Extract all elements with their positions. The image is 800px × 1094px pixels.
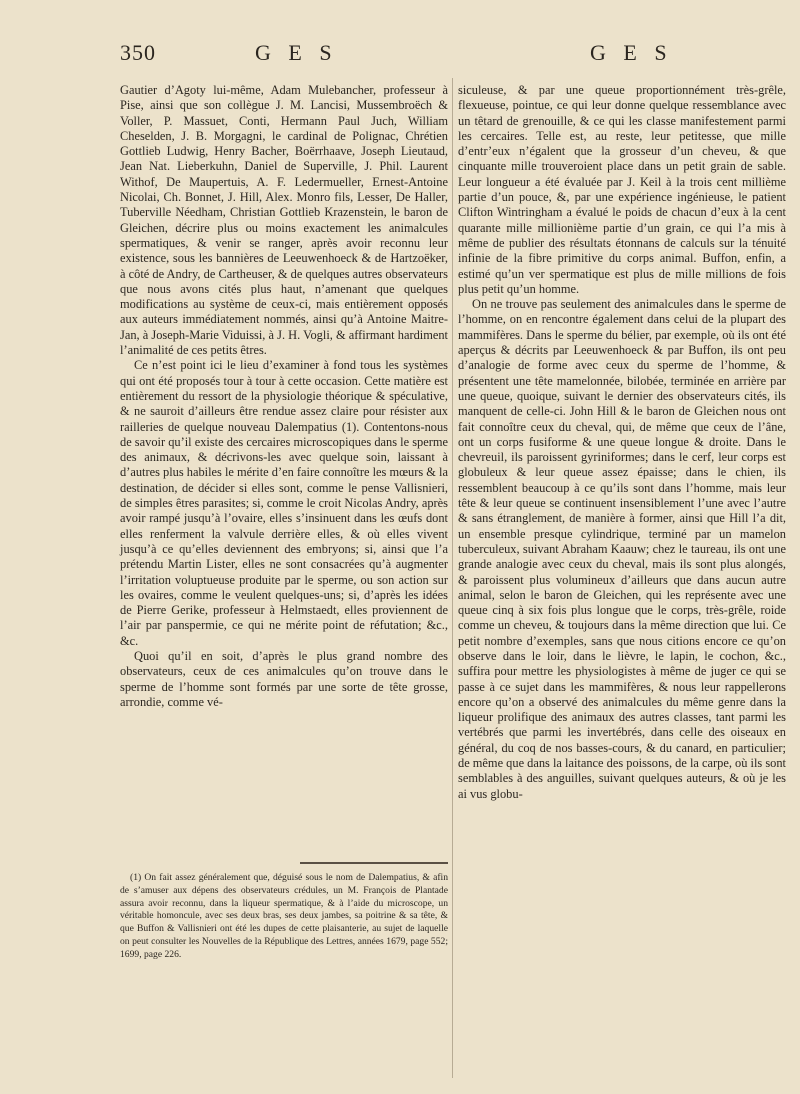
footnote	[120, 872, 448, 962]
page-header	[120, 40, 750, 70]
paragraph: Ce n’est point ici le lieu d’examiner à fond tous les systèmes qui ont été proposés tour à tour à cette occasion. Cette matière est entièrement du ressort de la physiologie théorique & spéculative, & ne sauroit d’ailleurs être rendue assez claire pour résister aux railleries de quelque nouveau Dalempatius (1). Contentons-nous de savoir qu’il existe des cercaires microscopiques dans le sperme des animaux, & décrivons-les avec quelque soin, laissant à d’autres plus habiles le mérite d’en faire connoître les mœurs & la destination, de décider si elles sont, comme le pense Vallisnieri, de simples êtres parasites; si, comme le croit Nicolas Andry, après avoir rampé jusqu’à l’ovaire, elles s’insinuent dans les œufs dont elles renferment la valvule derrière elles, & où elles vivent jusqu’à ce qu’elles deviennent des embryons; si, ainsi que l’a prétendu Martin Lister, elles ne sont consacrées qu’à augmenter l’irritation voluptueuse produite par le sperme, ou son action sur les ovaires, comme le veulent quelques-uns; si, d’après les idées de Pierre Gerike, professeur à Helmstaedt, elles proviennent de l’air par panspermie, ce qui ne mérite point de réfutation; &c., &c.	[120, 358, 448, 648]
page-number: 350	[120, 40, 156, 65]
running-title-right: G E S	[590, 40, 673, 65]
right-column	[458, 83, 786, 802]
paragraph: siculeuse, & par une queue proportionnément très-grêle, flexueuse, pointue, ce qui leur donne quelque ressemblance avec un têtard de grenouille, & ce qui les classe manifestement parmi les cercaires. Telle est, au reste, leur petitesse, que mille d’entr’eux n’égalent que la grosseur d’un cheveu, & que cinquante mille trouveroient place dans un petit grain de sable. Leur longueur a été évaluée par J. Keil à la trois cent millième partie d’un pouce, &, par une expérience ingénieuse, le patient Clifton Wintringham a évalué le poids de chacun d’eux à la cent quarante mille millionième partie d’un grain, ce qui l’a mis à même de publier des résultats étonnans de calculs sur la ténuité infinie de la fibre primitive du corps animal. Buffon, enfin, a estimé qu’un ver spermatique est plus de mille millions de fois plus petit qu’un homme.	[458, 83, 786, 296]
footnote-rule	[300, 862, 448, 864]
running-title-left: G E S	[255, 40, 338, 65]
column-separator	[452, 78, 453, 1078]
footnote-text: (1) On fait assez généralement que, déguisé sous le nom de Dalempatius, & afin de s’amuser aux dépens des observateurs crédules, un M. François de Plantade assura avoir reconnu, dans la liqueur spermatique, & à l’aide du microscope, un véritable homoncule, avec ses deux bras, ses deux jambes, sa poitrine & sa tête, & que Buffon & Vallisnieri ont été les dupes de cette plaisanterie, au sujet de laquelle on peut consulter les Nouvelles de la République des Lettres, années 1679, page 552; 1699, page 226.	[120, 872, 448, 960]
paragraph: Gautier d’Agoty lui-même, Adam Mulebancher, professeur à Pise, ainsi que son collègue J. M. Lancisi, Mussembroëch & Voller, P. Massuet, Conti, Hermann Paul Juch, William Cheselden, J. B. Morgagni, le cardinal de Polignac, Chrétien Gottlieb Ludwig, Henry Bacher, Boërrhaave, Joseph Lieutaud, Jean Nat. Lieberkuhn, Daniel de Superville, J. Phil. Laurent Withof, De Maupertuis, A. F. Ledermueller, Ernest-Antoine Nicolai, Ch. Bonnet, J. Hill, Alex. Monro fils, Lesser, De Haller, Tuberville Néedham, Christian Gottlieb Krazenstein, le baron de Gleichen, décrire plus ou moins exactement les animalcules spermatiques, & venir se ranger, après avoir reconnu leur existence, sous les bannières de Leeuwenhoeck & de Hartzoëker, à côté de Andry, de Cartheuser, & de quelques autres observateurs que nous avons cités plus haut, n’amenant que quelques modifications au système de ceux-ci, mais entièrement opposés aux auteurs immédiatement nommés, ainsi qu’à Antoine Maitre-Jan, à Joseph-Marie Viduissi, à J. H. Vogli, & affirmant hardiment l’animalité de ces petits êtres.	[120, 83, 448, 358]
paragraph: On ne trouve pas seulement des animalcules dans le sperme de l’homme, on en rencontre également dans celui de la plupart des mammifères. Dans le sperme du bélier, par exemple, où ils ont été aperçus & décrits par Leeuwenhoeck & par Buffon, ils ont peu d’analogie de forme avec ceux du sperme de l’homme, & présentent une tête mamelonnée, bilobée, terminée en arrière par une queue, quoique, suivant le dernier des observateurs cités, ils manquent de celle-ci. John Hill & le baron de Gleichen nous ont fait connoître ceux du cheval, qui, de même que ceux de l’âne, ont un corps fusiforme & une queue longue & droite. Dans le chevreuil, ils paroissent gyriniformes; dans le cerf, leur corps est globuleux & leur queue assez épaisse; dans le chien, ils ressemblent beaucoup à ce qu’ils sont dans l’homme, mais leur tête & leur queue se continuent insensiblement l’une avec l’autre & sans étranglement, de manière à former, ainsi que Hill l’a dit, un ensemble presque cylindrique, terminé par un mamelon tuberculeux, suivant Abraham Kaauw; chez le taureau, ils ont une grande analogie avec ceux du cheval, mais ils sont plus alongés, & paroissent plus volumineux d’ailleurs que dans aucun autre animal, selon le baron de Gleichen, qui les représente avec une queue cinq à six fois plus longue que le corps, très-grêle, roide comme un cheveu, & toujours dans la même direction que lui. Ce petit nombre d’exemples, sans que nous citions encore ce qu’on observe dans le loir, dans le lièvre, le lapin, le cochon, &c., suffira pour mettre les physiologistes à même de juger ce qui se passe à ce sujet dans les mammifères, & nous leur rappellerons encore qu’on a observé des animalcules du même genre dans la liqueur prolifique des animaux des autres classes, tant parmi les vertébrés que parmi les invertébrés, dans celle des oiseaux en général, du coq de nos basses-cours, & du canard, en particulier; de même que dans la laitance des poissons, de la carpe, où ils sont semblables à des anguilles, suivant quelques auteurs, & où je les ai vus globu-	[458, 297, 786, 801]
left-column	[120, 83, 448, 710]
paragraph: Quoi qu’il en soit, d’après le plus grand nombre des observateurs, ceux de ces animalcules qu’on trouve dans le sperme de l’homme sont formés par une sorte de tête grosse, arrondie, comme vé-	[120, 648, 448, 709]
